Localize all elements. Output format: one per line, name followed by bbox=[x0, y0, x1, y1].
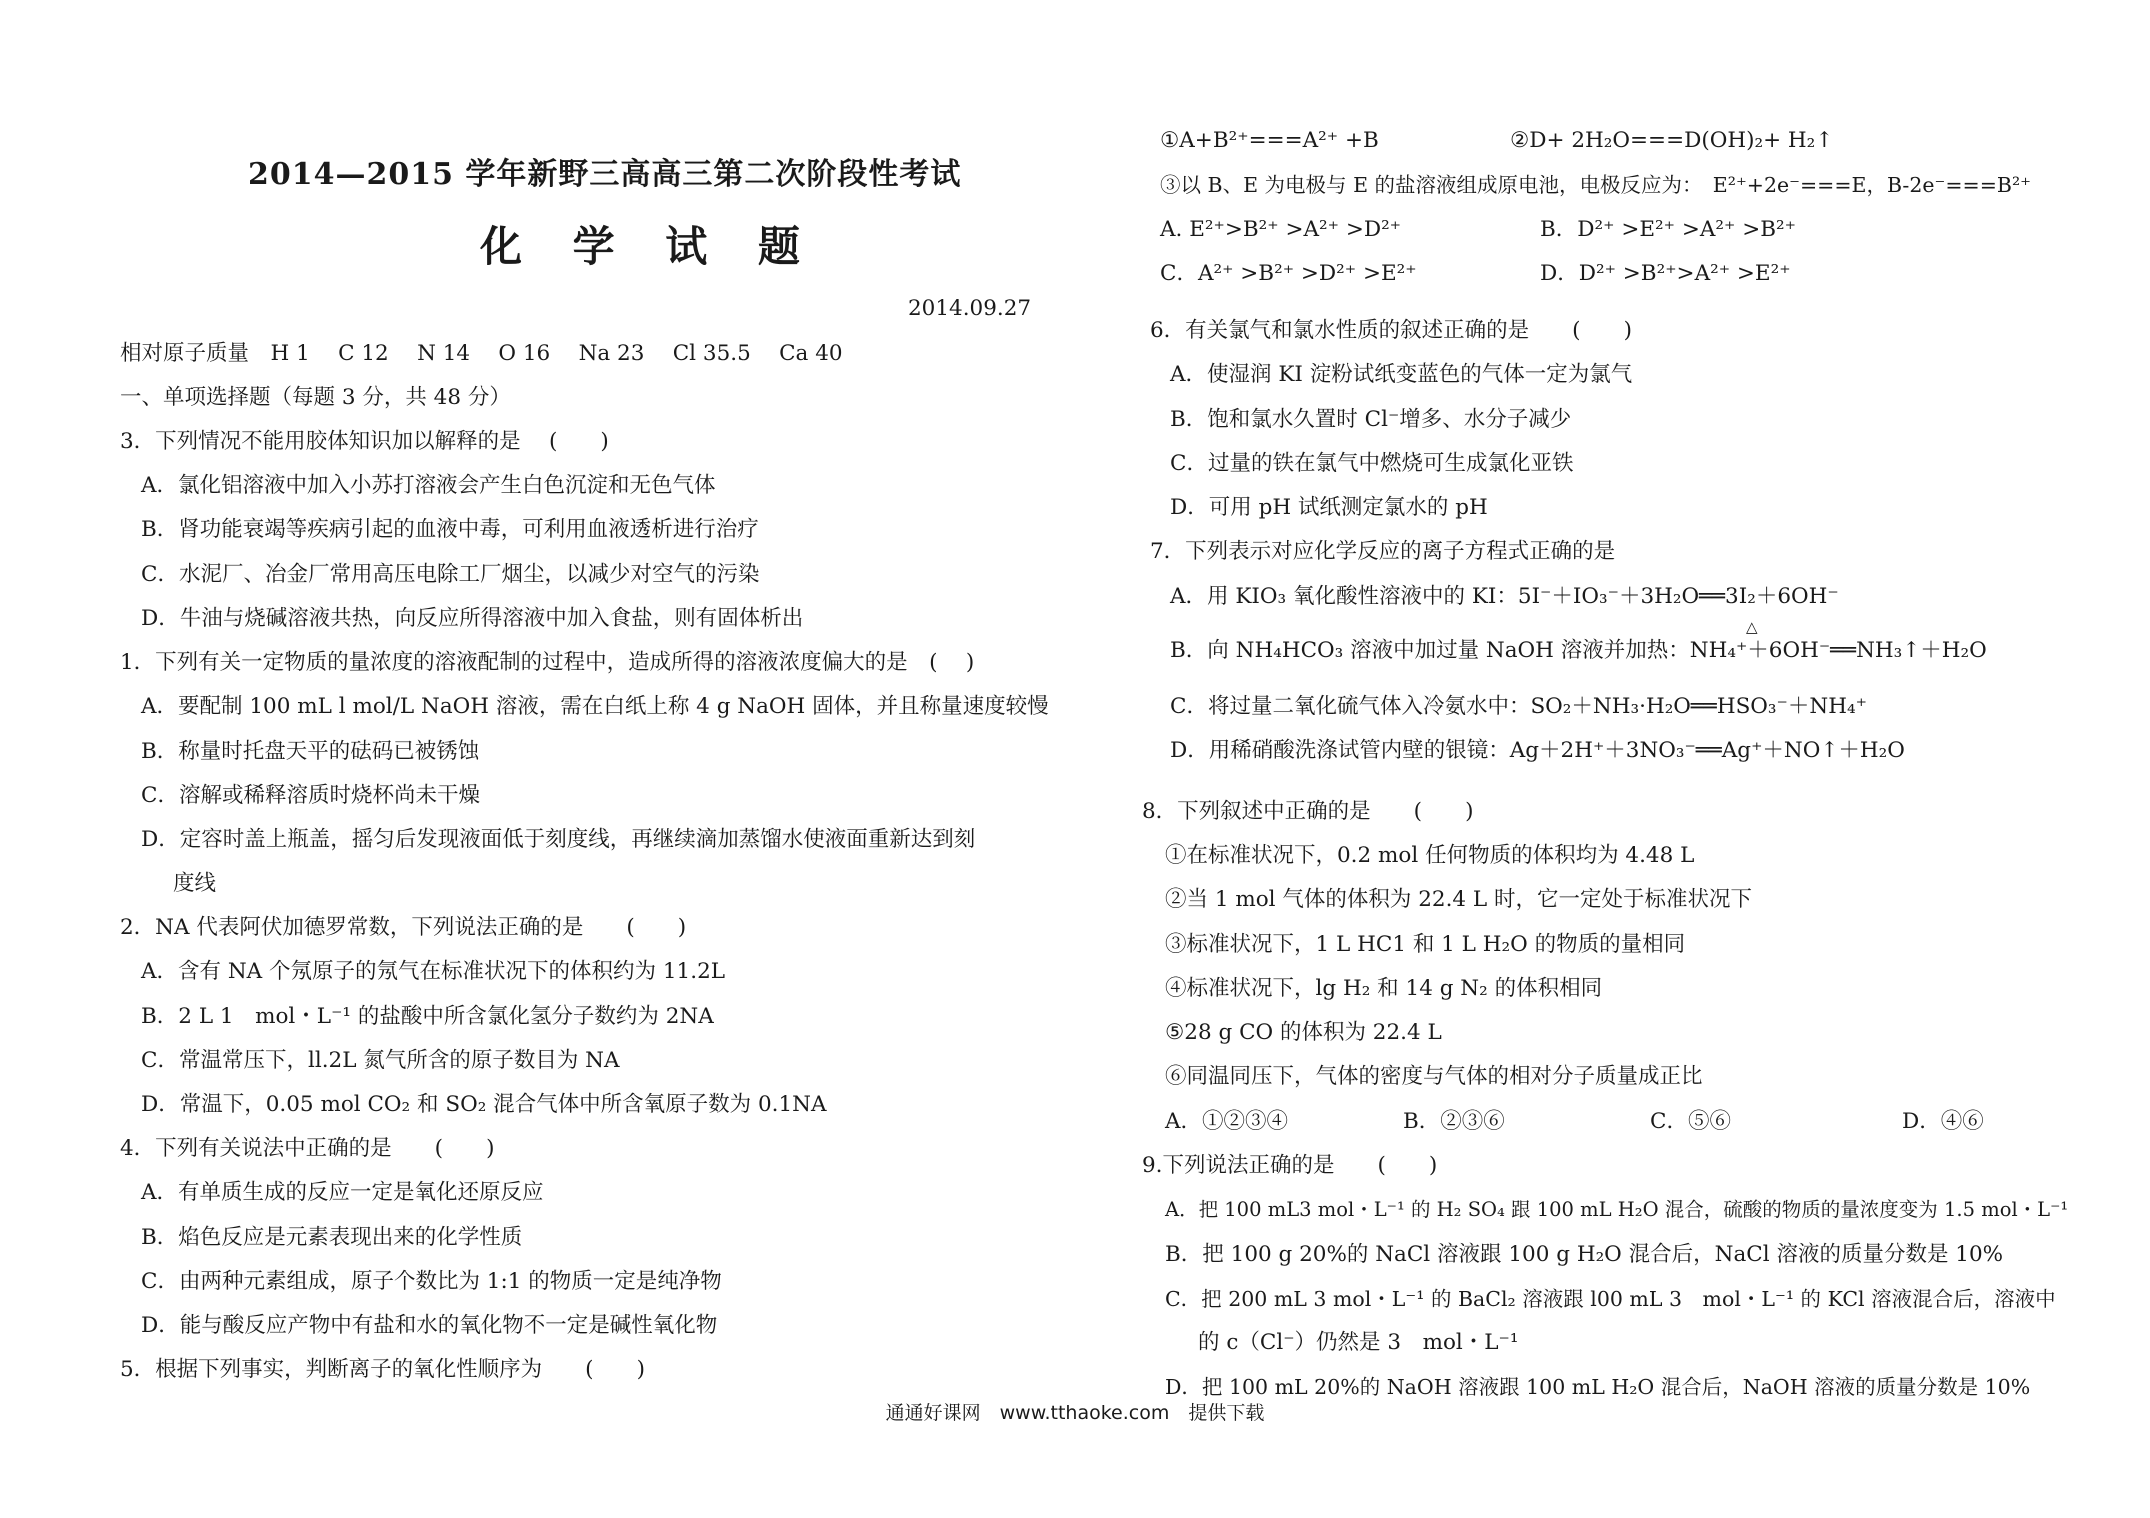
section-heading: 一、单项选择题（每题 3 分，共 48 分） bbox=[120, 385, 511, 410]
q2-option-a: A．含有 NA 个氖原子的氖气在标准状况下的体积约为 11.2L bbox=[141, 959, 726, 984]
q4-stem: 4．下列有关说法中正确的是 ( ) bbox=[120, 1136, 495, 1161]
q5-option-d: D．D²⁺ >B²⁺>A²⁺ >E²⁺ bbox=[1540, 261, 1791, 286]
q1-option-b: B．称量时托盘天平的砝码已被锈蚀 bbox=[141, 739, 480, 764]
q6-option-c: C．过量的铁在氯气中燃烧可生成氯化亚铁 bbox=[1170, 451, 1574, 476]
q2-option-b: B．2 L 1 mol・L⁻¹ 的盐酸中所含氯化氢分子数约为 2NA bbox=[141, 1004, 714, 1029]
q5-fact-3: ③以 B、E 为电极与 E 的盐溶液组成原电池，电极反应为： E²⁺+2e⁻===E，B-2e⁻===B²⁺ bbox=[1160, 173, 2031, 197]
q5-option-b: B．D²⁺ >E²⁺ >A²⁺ >B²⁺ bbox=[1540, 217, 1796, 242]
q2-option-c: C．常温常压下，ll.2L 氮气所含的原子数目为 NA bbox=[141, 1048, 620, 1073]
q3-stem: 3．下列情况不能用胶体知识加以解释的是 ( ) bbox=[120, 429, 609, 454]
q1-stem: 1．下列有关一定物质的量浓度的溶液配制的过程中，造成所得的溶液浓度偏大的是 ( ) bbox=[120, 650, 975, 675]
q1-option-d: D．定容时盖上瓶盖，摇匀后发现液面低于刻度线，再继续滴加蒸馏水使液面重新达到刻 bbox=[141, 827, 976, 852]
q6-option-d: D．可用 pH 试纸测定氯水的 pH bbox=[1170, 495, 1488, 520]
q8-statement-6: ⑥同温同压下，气体的密度与气体的相对分子质量成正比 bbox=[1165, 1064, 1703, 1089]
q5-stem: 5．根据下列事实，判断离子的氧化性顺序为 ( ) bbox=[120, 1357, 645, 1382]
q1-option-a: A．要配制 100 mL l mol/L NaOH 溶液，需在白纸上称 4 g NaOH 固体，并且称量速度较慢 bbox=[141, 694, 1049, 719]
q5-option-c: C．A²⁺ >B²⁺ >D²⁺ >E²⁺ bbox=[1160, 261, 1417, 286]
q9-stem: 9.下列说法正确的是 ( ) bbox=[1142, 1153, 1438, 1178]
q5-option-a: A. E²⁺>B²⁺ >A²⁺ >D²⁺ bbox=[1160, 217, 1402, 242]
q4-option-a: A．有单质生成的反应一定是氧化还原反应 bbox=[141, 1180, 544, 1205]
q9-option-d: D．把 100 mL 20%的 NaOH 溶液跟 100 mL H₂O 混合后，NaOH 溶液的质量分数是 10% bbox=[1165, 1375, 2031, 1399]
atomic-mass-line: 相对原子质量 H 1 C 12 N 14 O 16 Na 23 Cl 35.5 Ca 40 bbox=[120, 341, 843, 366]
exam-title: 2014—2015 学年新野三高高三第二次阶段性考试 bbox=[248, 157, 962, 192]
q8-statement-5: ⑤28 g CO 的体积为 22.4 L bbox=[1165, 1020, 1442, 1045]
q3-option-d: D．牛油与烧碱溶液共热，向反应所得溶液中加入食盐，则有固体析出 bbox=[141, 606, 804, 631]
q7-option-d: D．用稀硝酸洗涤试管内壁的银镜：Ag＋2H⁺＋3NO₃⁻══Ag⁺＋NO↑＋H₂O bbox=[1170, 738, 1905, 763]
q8-option-b: B．②③⑥ bbox=[1403, 1109, 1505, 1134]
q6-stem: 6．有关氯气和氯水性质的叙述正确的是 ( ) bbox=[1150, 318, 1632, 343]
q8-option-d: D．④⑥ bbox=[1902, 1109, 1984, 1134]
q8-statement-1: ①在标准状况下，0.2 mol 任何物质的体积均为 4.48 L bbox=[1165, 843, 1695, 868]
q3-option-b: B．肾功能衰竭等疾病引起的血液中毒，可利用血液透析进行治疗 bbox=[141, 517, 759, 542]
q4-option-c: C．由两种元素组成，原子个数比为 1:1 的物质一定是纯净物 bbox=[141, 1269, 722, 1294]
q1-option-c: C．溶解或稀释溶质时烧杯尚未干燥 bbox=[141, 783, 480, 808]
q8-stem: 8．下列叙述中正确的是 ( ) bbox=[1142, 799, 1474, 824]
footer-source: 通通好课网 www.tthaoke.com 提供下载 bbox=[885, 1402, 1265, 1424]
q7-heat-symbol: △ bbox=[1746, 618, 1758, 636]
q5-fact-2: ②D+ 2H₂O===D(OH)₂+ H₂↑ bbox=[1510, 128, 1834, 153]
q9-option-b: B．把 100 g 20%的 NaCl 溶液跟 100 g H₂O 混合后，NaCl 溶液的质量分数是 10% bbox=[1165, 1242, 2004, 1267]
exam-date: 2014.09.27 bbox=[908, 296, 1032, 321]
q7-stem: 7．下列表示对应化学反应的离子方程式正确的是 bbox=[1150, 539, 1616, 564]
q4-option-d: D．能与酸反应产物中有盐和水的氧化物不一定是碱性氧化物 bbox=[141, 1313, 718, 1338]
q9-option-a: A．把 100 mL3 mol・L⁻¹ 的 H₂ SO₄ 跟 100 mL H₂O 混合，硫酸的物质的量浓度变为 1.5 mol・L⁻¹ bbox=[1165, 1198, 2069, 1221]
q6-option-b: B．饱和氯水久置时 Cl⁻增多、水分子减少 bbox=[1170, 407, 1572, 432]
q7-option-b: B．向 NH₄HCO₃ 溶液中加过量 NaOH 溶液并加热：NH₄⁺＋6OH⁻══NH₃↑＋H₂O bbox=[1170, 638, 1987, 663]
q8-statement-3: ③标准状况下，1 L HC1 和 1 L H₂O 的物质的量相同 bbox=[1165, 932, 1686, 957]
q1-option-d-cont: 度线 bbox=[173, 871, 217, 896]
q8-statement-4: ④标准状况下，lg H₂ 和 14 g N₂ 的体积相同 bbox=[1165, 976, 1603, 1001]
q9-option-c: C．把 200 mL 3 mol・L⁻¹ 的 BaCl₂ 溶液跟 l00 mL 3 mol・L⁻¹ 的 KCl 溶液混合后，溶液中 bbox=[1165, 1287, 2056, 1311]
q7-option-a: A．用 KIO₃ 氧化酸性溶液中的 KI：5I⁻＋IO₃⁻＋3H₂O══3I₂＋6OH⁻ bbox=[1170, 584, 1839, 609]
q8-option-c: C．⑤⑥ bbox=[1650, 1109, 1731, 1134]
q7-option-c: C．将过量二氧化硫气体入冷氨水中：SO₂＋NH₃·H₂O══HSO₃⁻＋NH₄⁺ bbox=[1170, 694, 1867, 719]
q2-option-d: D．常温下，0.05 mol CO₂ 和 SO₂ 混合气体中所含氧原子数为 0.1NA bbox=[141, 1092, 827, 1117]
subject-title: 化 学 试 题 bbox=[480, 222, 818, 271]
q9-option-c-cont: 的 c（Cl⁻）仍然是 3 mol・L⁻¹ bbox=[1198, 1330, 1519, 1355]
q6-option-a: A．使湿润 KI 淀粉试纸变蓝色的气体一定为氯气 bbox=[1170, 362, 1633, 387]
q8-option-a: A．①②③④ bbox=[1165, 1109, 1289, 1134]
q5-fact-1: ①A+B²⁺===A²⁺ +B bbox=[1160, 128, 1379, 153]
q4-option-b: B．焰色反应是元素表现出来的化学性质 bbox=[141, 1225, 523, 1250]
q8-statement-2: ②当 1 mol 气体的体积为 22.4 L 时，它一定处于标准状况下 bbox=[1165, 887, 1753, 912]
q2-stem: 2．NA 代表阿伏加德罗常数，下列说法正确的是 ( ) bbox=[120, 915, 687, 940]
q3-option-c: C．水泥厂、冶金厂常用高压电除工厂烟尘，以减少对空气的污染 bbox=[141, 562, 760, 587]
q3-option-a: A．氯化铝溶液中加入小苏打溶液会产生白色沉淀和无色气体 bbox=[141, 473, 716, 498]
